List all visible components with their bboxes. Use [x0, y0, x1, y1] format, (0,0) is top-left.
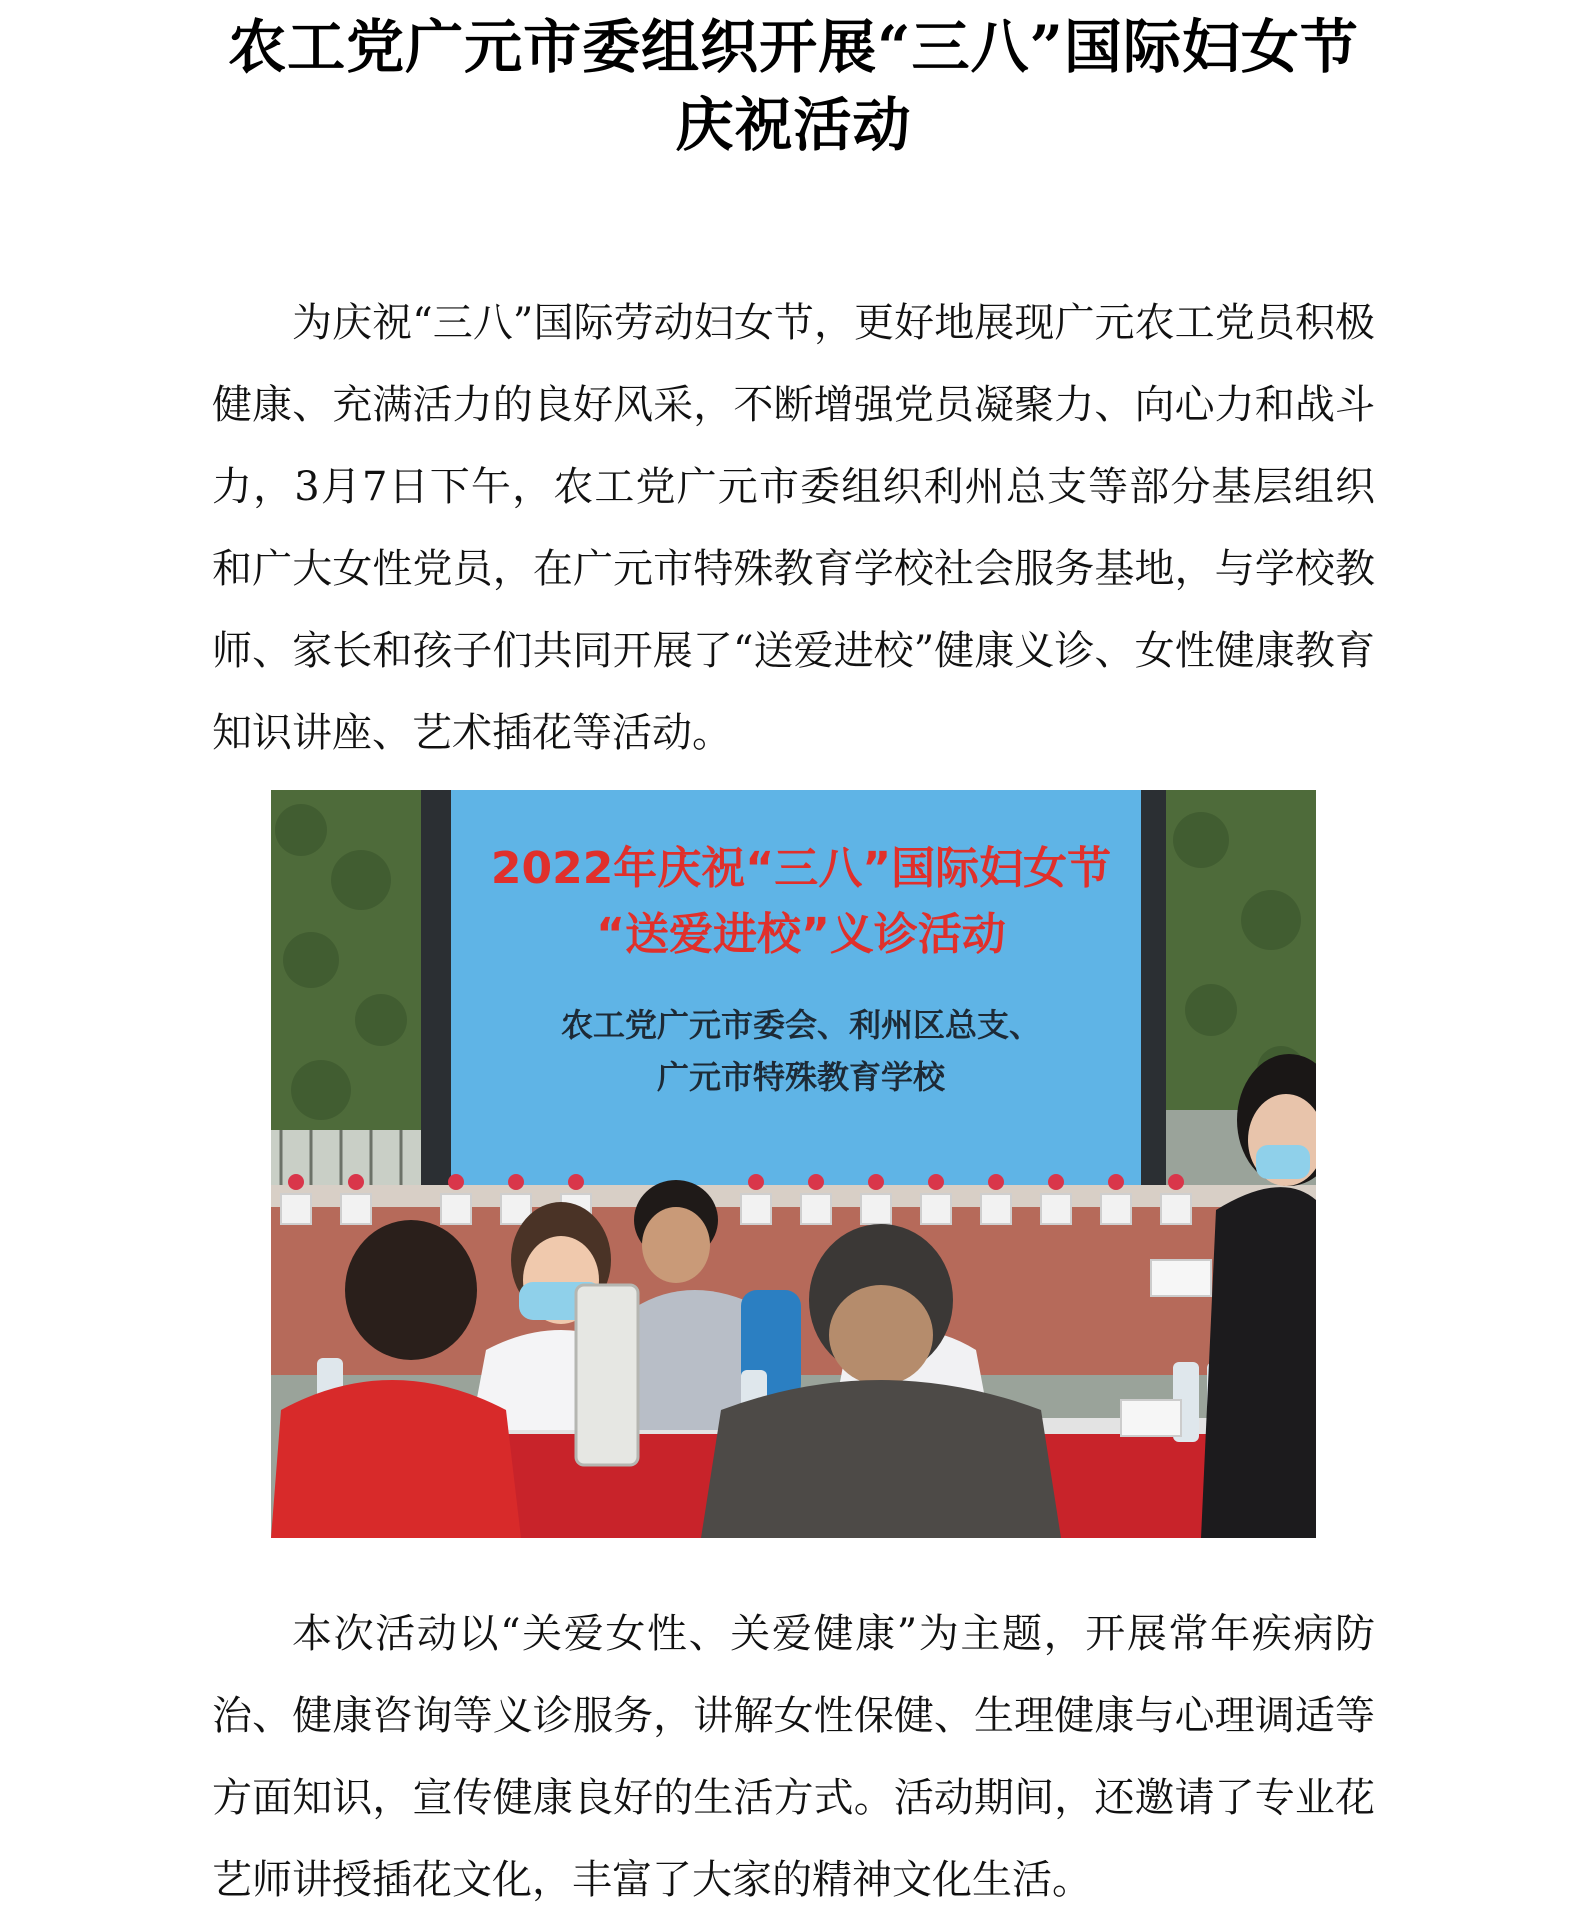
title-line-1: 农工党广元市委组织开展“三八”国际妇女节	[228, 13, 1359, 81]
screen-organizer-2: 广元市特殊教育学校	[656, 1058, 945, 1096]
screen-headline-2: “送爱进校”义诊活动	[596, 909, 1006, 960]
event-photo	[271, 790, 1316, 1538]
paragraph-2: 本次活动以“关爱女性、关爱健康”为主题，开展常年疾病防治、健康咨询等义诊服务，讲解女性保健、生理健康与心理调适等方面知识，宣传健康良好的生活方式。活动期间，还邀请了专业花艺师讲授插花文化，丰富了大家的精神文化生活。	[212, 1611, 1375, 1903]
article-title	[200, 8, 1387, 164]
title-line-2: 庆祝活动	[675, 91, 912, 159]
screen-headline-1: 2022年庆祝“三八”国际妇女节	[490, 843, 1112, 894]
screen-organizer-1: 农工党广元市委会、利州区总支、	[560, 1006, 1041, 1044]
paragraph-1: 为庆祝“三八”国际劳动妇女节，更好地展现广元农工党员积极健康、充满活力的良好风采，不断增强党员凝聚力、向心力和战斗力，3月7日下午，农工党广元市委组织利州总支等部分基层组织和广大女性党员，在广元市特殊教育学校社会服务基地，与学校教师、家长和孩子们共同开展了“送爱进校”健康义诊、女性健康教育知识讲座、艺术插花等活动。	[212, 300, 1375, 756]
